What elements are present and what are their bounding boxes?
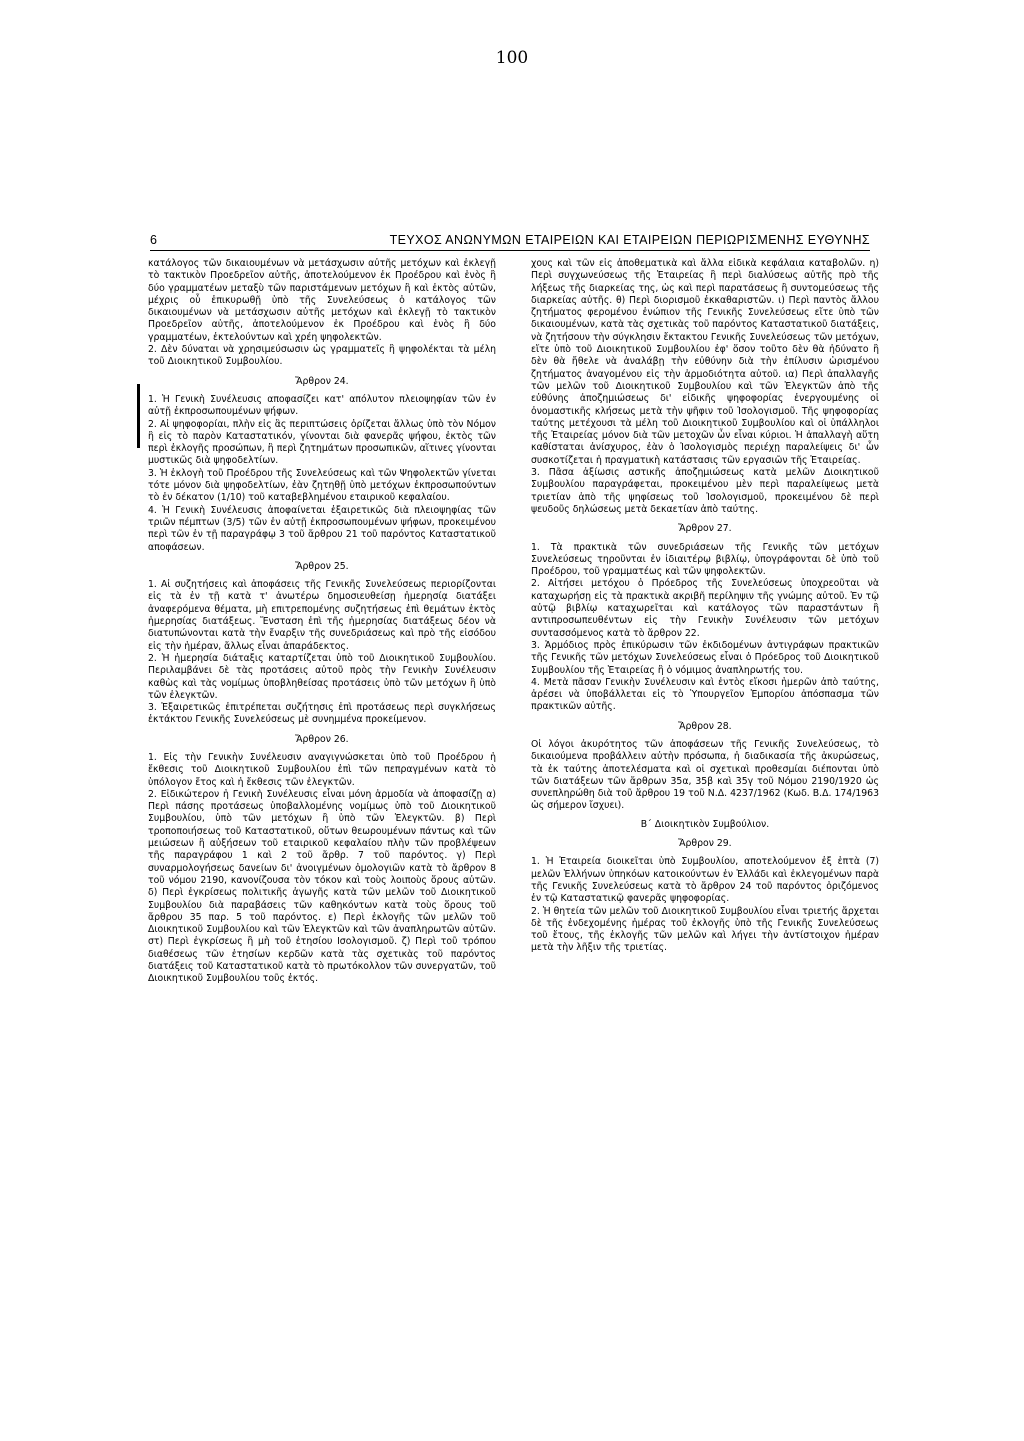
paragraph: 2. Εἰδικώτερον ἡ Γενικὴ Συνέλευσις εἶναι μόνη ἁρμοδία νὰ ἀποφασίζῃ α) Περὶ πάσης προτάσεως ὑποβαλλομένης νομίμως ὑπὸ τοῦ Διοικητικοῦ Συμβουλίου, ὑπὸ τῶν μετόχων ἢ ὑπὸ τῶν Ἐλεγκτῶν. β) Περὶ τροποποιήσεως τοῦ Καταστατικοῦ, οὕτων θεωρουμένων πάντως καὶ τῶν μειώσεων ἢ αὐξήσεων τοῦ εταιρικοῦ κεφαλαίου πλὴν τῶν προβλέψεων τῆς παραγράφου 1 καὶ 2 τοῦ ἄρθρ. 7 τοῦ παρόντος. γ) Περὶ συναρμολογήσεως δανείων δι' ἀνοιγμένων ὁμολογιῶν κατὰ τὸ ἄρθρον 8 τοῦ νόμου 2190, κανονίζουσα τὸν τόκον καὶ τοὺς λοιποὺς ὅρους αὐτῶν. δ) Περὶ ἐγκρίσεως πολιτικῆς ἀγωγῆς κατὰ τῶν μελῶν τοῦ Διοικητικοῦ Συμβουλίου διὰ παραβάσεις τῶν καθηκόντων κατὰ τοὺς ὅρους τοῦ ἄρθρου 35 παρ. 5 τοῦ παρόντος. ε) Περὶ ἐκλογῆς τῶν μελῶν τοῦ Διοικητικοῦ Συμβουλίου καὶ τῶν Ἐλεγκτῶν καὶ τῶν ἀναπληρωτῶν αὐτῶν. στ) Περὶ ἐγκρίσεως ἢ μὴ τοῦ ἐτησίου Ισολογισμοῦ. ζ) Περὶ τοῦ τρόπου διαθέσεως τῶν ἐτησίων κερδῶν κατὰ τὰς σχετικὰς τοῦ παρόντος διατάξεις τοῦ Καταστατικοῦ κατὰ τὸ πρωτόκολλον τῶν συνεργατῶν, τοῦ Διοικητικοῦ Συμβουλίου τοῦς ἐκτός. (148, 788, 496, 985)
paragraph: 3. Πᾶσα ἀξίωσις αστικῆς ἀποζημιώσεως κατὰ μελῶν Διοικητικοῦ Συμβουλίου παραγράφεται, προκειμένου μὲν περὶ παραλείψεως μετὰ τριετίαν ἀπὸ τῆς ψηφίσεως τοῦ Ἰσολογισμοῦ, προκειμένου δὲ περὶ ψευδοῦς δηλώσεως μετὰ δεκαετίαν ἀπὸ ταύτης. (531, 467, 879, 515)
issue-number: 6 (150, 233, 158, 247)
page-number: 100 (495, 48, 529, 68)
paragraph: 1. Εἰς τὴν Γενικὴν Συνέλευσιν αναγιγνώσκεται ὑπὸ τοῦ Προέδρου ἡ ἔκθεσις τοῦ Διοικητικοῦ Συμβουλίου ἐπὶ τῶν πεπραγμένων κατὰ τὸ ὑπόλογον ἔτος καὶ ἡ ἔκθεσις τῶν ἐλεγκτῶν. (148, 751, 496, 788)
paragraph: κατάλογος τῶν δικαιουμένων νὰ μετάσχωσιν αὐτῆς μετόχων καὶ ἐκλεγῇ τὸ τακτικὸν Προεδρεῖον αὐτῆς, ἀποτελούμενον ἐκ Προέδρου καὶ ἑνὸς ἢ δύο γραμματέων μεταξὺ τῶν παριστάμενων μετόχων ἢ καὶ ἐκτὸς αὐτῶν, μέχρις οὗ ἐπικυρωθῇ ὑπὸ τῆς Συνελεύσεως ὁ κατάλογος τῶν δικαιουμένων νὰ μετάσχωσιν αὐτῆς μετόχων καὶ ἐκλεγῇ τὸ τακτικὸν Προεδρεῖον αὐτῆς, ἀποτελούμενον ἐκ Προέδρου καὶ ἑνὸς ἢ δύο γραμματέων, ἐκτελούντων καὶ χρέη ψηφολεκτῶν. (148, 258, 496, 343)
article-heading: Ἄρθρον 29. (678, 838, 732, 850)
margin-mark (137, 384, 140, 448)
paragraph: 2. Ἡ θητεία τῶν μελῶν τοῦ Διοικητικοῦ Συμβουλίου εἶναι τριετής ἄρχεται δὲ τῆς ἐνδεχομένης ἡμέρας τοῦ ἐκλογῆς ὑπὸ τῆς Γενικῆς Συνελεύσεως τοῦ ἔτους, τῆς ἐκλογῆς τῶν μελῶν καὶ λήγει τὴν ἀντίστοιχον ἡμέραν μετὰ τὴν λῆξιν τῆς τριετίας. (531, 905, 879, 954)
article-heading: Ἄρθρον 26. (295, 733, 349, 745)
paragraph: 1. Ἡ Ἑταιρεία διοικεῖται ὑπὸ Συμβουλίου, αποτελούμενον ἐξ ἑπτὰ (7) μελῶν Ἑλλήνων ὑπηκόων κατοικούντων ἐν Ἑλλάδι καὶ ἐκλεγομένων παρὰ τῆς Γενικῆς Συνελεύσεως κατὰ τὸ ἄρθρον 24 τοῦ παρόντος ὁριζόμενος ἐν τῷ Καταστατικῷ φανερᾶς ψηφοφορίας. (531, 856, 879, 905)
paragraph: 3. Ἁρμόδιος πρὸς ἐπικύρωσιν τῶν ἐκδιδομένων ἀντιγράφων πρακτικῶν τῆς Γενικῆς τῶν μετόχων Συνελεύσεως εἶναι ὁ Πρόεδρος τοῦ Διοικητικοῦ Συμβουλίου τῆς Ἑταιρείας ἢ ὁ νόμιμος ἀναπληρωτής του. (531, 639, 879, 676)
gazette-title: ΤΕΥΧΟΣ ΑΝΩΝΥΜΩΝ ΕΤΑΙΡΕΙΩΝ ΚΑΙ ΕΤΑΙΡΕΙΩΝ ΠΕΡΙΩΡΙΣΜΕΝΗΣ ΕΥΘΥΝΗΣ (389, 233, 870, 247)
article-heading: Ἄρθρον 27. (678, 523, 732, 535)
paragraph: 1. Αἱ συζητήσεις καὶ ἀποφάσεις τῆς Γενικῆς Συνελεύσεως περιορίζονται εἰς τὰ ἐν τῇ κατὰ τ' ἀνωτέρω δημοσιευθείσῃ ἡμερησίᾳ διατάξει ἀναφερόμενα θέματα, μὴ επιτρεπομένης συζητήσεως ἐπὶ θεμάτων ἐκτὸς ἡμερησίας διατάξεως. Ἔνσταση ἐπὶ τῆς ἡμερησίας διατάξεως δέον νὰ διατυπώνονται κατὰ τὴν ἔναρξιν τῆς συνεδριάσεως καὶ πρὸ τῆς εἰσόδου εἰς τὴν ἡμέραν, ἄλλως εἶναι ἀπαράδεκτος. (148, 579, 496, 652)
section-heading: Β΄ Διοικητικὸν Συμβούλιον. (640, 818, 770, 830)
paragraph: 2. Δὲν δύναται νὰ χρησιμεύσωσιν ὡς γραμματεῖς ἢ ψηφολέκται τὰ μέλη τοῦ Διοικητικοῦ Συμβουλίου. (148, 344, 496, 368)
paragraph: 1. Τὰ πρακτικὰ τῶν συνεδριάσεων τῆς Γενικῆς τῶν μετόχων Συνελεύσεως τηροῦνται ἐν ἰδιαιτέρῳ βιβλίῳ, ὑπογράφονται δὲ ὑπὸ τοῦ Προέδρου, τοῦ γραμματέως καὶ τῶν ψηφολεκτῶν. (531, 541, 879, 578)
article-heading: Ἄρθρον 28. (678, 720, 732, 732)
paragraph: 3. Ἡ ἐκλογὴ τοῦ Προέδρου τῆς Συνελεύσεως καὶ τῶν Ψηφολεκτῶν γίνεται τότε μόνον διὰ ψηφοδελτίων, ἐὰν ζητηθῇ ὑπὸ μετόχων ἐκπροσωπούντων τὸ ἐν δέκατον (1/10) τοῦ καταβεβλημένου εταιρικοῦ κεφαλαίου. (148, 467, 496, 504)
paragraph: Οἱ λόγοι ἀκυρότητος τῶν ἀποφάσεων τῆς Γενικῆς Συνελεύσεως, τὸ δικαιούμενα προβάλλειν αὐτὴν πρόσωπα, ἡ διαδικασία τῆς ἀκυρώσεως, τὰ ἐκ ταύτης ἀποτελέσματα καὶ οἱ σχετικαὶ προθεσμίαι διέπονται ὑπὸ τῶν διατάξεων τῶν ἄρθρων 35α, 35β καὶ 35γ τοῦ Νόμου 2190/1920 ὡς συνεπληρώθη διὰ τοῦ ἄρθρου 19 τοῦ Ν.Δ. 4237/1962 (Κωδ. Β.Δ. 174/1963 ὡς σήμερον ἴσχυει). (531, 738, 879, 812)
article-heading: Ἄρθρον 25. (295, 560, 349, 572)
paragraph: 2. Αἰτήσει μετόχου ὁ Πρόεδρος τῆς Συνελεύσεως ὑποχρεοῦται νὰ καταχωρήσῃ εἰς τὰ πρακτικὰ ακριβῆ περίληψιν τῆς γνώμης αὐτοῦ. Ἐν τῷ αὐτῷ βιβλίῳ καταχωρεῖται καὶ κατάλογος τῶν παραστάντων ἢ αντιπροσωπευθέντων εἰς τὴν Γενικὴν Συνέλευσιν τῶν μετόχων συντασσόμενος κατὰ τὸ ἄρθρον 22. (531, 578, 879, 639)
right-column (531, 258, 879, 955)
paragraph: 2. Αἱ ψηφοφορίαι, πλὴν εἰς ἃς περιπτώσεις ὁρίζεται ἄλλως ὑπὸ τὸν Νόμον ἢ εἰς τὸ παρὸν Καταστατικόν, γίνονται διὰ φανερᾶς ψήφου, ἐκτὸς τῶν περὶ ἐκλογῆς προσώπων, ἢ περὶ ζητημάτων προσωπικῶν, αἵτινες γίνονται μυστικῶς διὰ ψηφοδελτίων. (148, 418, 496, 467)
paragraph: 2. Ἡ ἡμερησία διάταξις καταρτίζεται ὑπὸ τοῦ Διοικητικοῦ Συμβουλίου. Περιλαμβάνει δὲ τὰς προτάσεις αὐτοῦ πρὸς τὴν Γενικὴν Συνέλευσιν καθὼς καὶ τὰς νομίμως ὑποβληθείσας προτάσεις ὑπὸ τῶν μετόχων ἢ ὑπὸ τῶν ἐλεγκτῶν. (148, 652, 496, 701)
paragraph: χους καὶ τῶν εἰς ἀποθεματικὰ καὶ ἄλλα εἰδικὰ κεφάλαια καταβολῶν. η) Περὶ συγχωνεύσεως τῆς Ἑταιρείας ἢ περὶ διαλύσεως αὐτῆς πρὸ τῆς λήξεως τῆς διαρκείας της, ὡς καὶ περὶ παρατάσεως ἢ συντομεύσεως τῆς διαρκείας αὐτῆς. θ) Περὶ διορισμοῦ ἐκκαθαριστῶν. ι) Περὶ παντὸς ἄλλου ζητήματος φερομένου ἐνώπιον τῆς Γενικῆς Συνελεύσεως εἴτε ὑπὸ τῶν δικαιουμένων, κατὰ τὰς σχετικὰς τοῦ παρόντος Καταστατικοῦ διατάξεις, νὰ ζητήσουν τὴν σύγκλησιν ἔκτακτου Γενικῆς Συνελεύσεως τῶν μετόχων, εἴτε ὑπὸ τοῦ Διοικητικοῦ Συμβουλίου ἐφ' ὅσον τοῦτο δὲν θὰ ἠδύνατο ἢ δὲν θὰ ἤθελε νὰ ἀναλάβῃ τὴν εὐθύνην διὰ τὴν ἐπίλυσιν ὡρισμένου ζητήματος ἀναγομένου εἰς τὴν ἁρμοδιότητα αὐτοῦ. ια) Περὶ ἀπαλλαγῆς τῶν μελῶν τοῦ Διοικητικοῦ Συμβουλίου καὶ τῶν Ἐλεγκτῶν ἀπὸ τῆς εὐθύνης ἀποζημιώσεως δι' εἰδικῆς ψηφοφορίας ἐνεργουμένης οἱ ὀνομαστικῆς κλήσεως μετὰ τὴν ψῆφιν τοῦ Ἰσολογισμοῦ. Τῆς ψηφοφορίας ταύτης μετέχουσι τὰ μέλη τοῦ Διοικητικοῦ Συμβουλίου καὶ οἱ ὑπάλληλοι τῆς Ἑταιρείας μόνον διὰ τῶν μετοχῶν ὧν εἶναι κύριοι. Ἡ ἀπαλλαγὴ αὕτη καθίσταται ἀνίσχυρος, ἐὰν ὁ Ἰσολογισμὸς περιέχῃ παραλείψεις δι' ὧν συσκοτίζεται ἡ πραγματικὴ κατάστασις τῶν εργασιῶν τῆς Ἑταιρείας. (531, 258, 879, 466)
paragraph: 3. Ἐξαιρετικῶς ἐπιτρέπεται συζήτησις ἐπὶ προτάσεως περὶ συγκλήσεως ἐκτάκτου Γενικῆς Συνελεύσεως μὲ συνημμένα προκείμενον. (148, 702, 496, 726)
paragraph: 1. Ἡ Γενικὴ Συνέλευσις αποφασίζει κατ' απόλυτον πλειοψηφίαν τῶν ἐν αὐτῇ ἐκπροσωπουμένων ψήφων. (148, 393, 496, 418)
running-head (150, 233, 870, 251)
paragraph: 4. Ἡ Γενικὴ Συνέλευσις ἀποφαίνεται ἐξαιρετικῶς διὰ πλειοψηφίας τῶν τριῶν πέμπτων (3/5) τῶν ἐν αὐτῇ ἐκπροσωπουμένων ψήφων, προκειμένου περὶ τῶν ἐν τῇ παραγράφῳ 3 τοῦ ἄρθρου 21 τοῦ παρόντος Καταστατικοῦ αποφάσεων. (148, 504, 496, 553)
article-heading: Ἄρθρον 24. (295, 375, 349, 387)
left-column (148, 258, 496, 986)
paragraph: 4. Μετὰ πᾶσαν Γενικὴν Συνέλευσιν καὶ ἐντὸς εἴκοσι ἡμερῶν ἀπὸ ταύτης, ἀρέσει νὰ ὑποβάλλεται εἰς τὸ Ὑπουργεῖον Ἐμπορίου ἀπόσπασμα τῶν πρακτικῶν αὐτῆς. (531, 676, 879, 713)
